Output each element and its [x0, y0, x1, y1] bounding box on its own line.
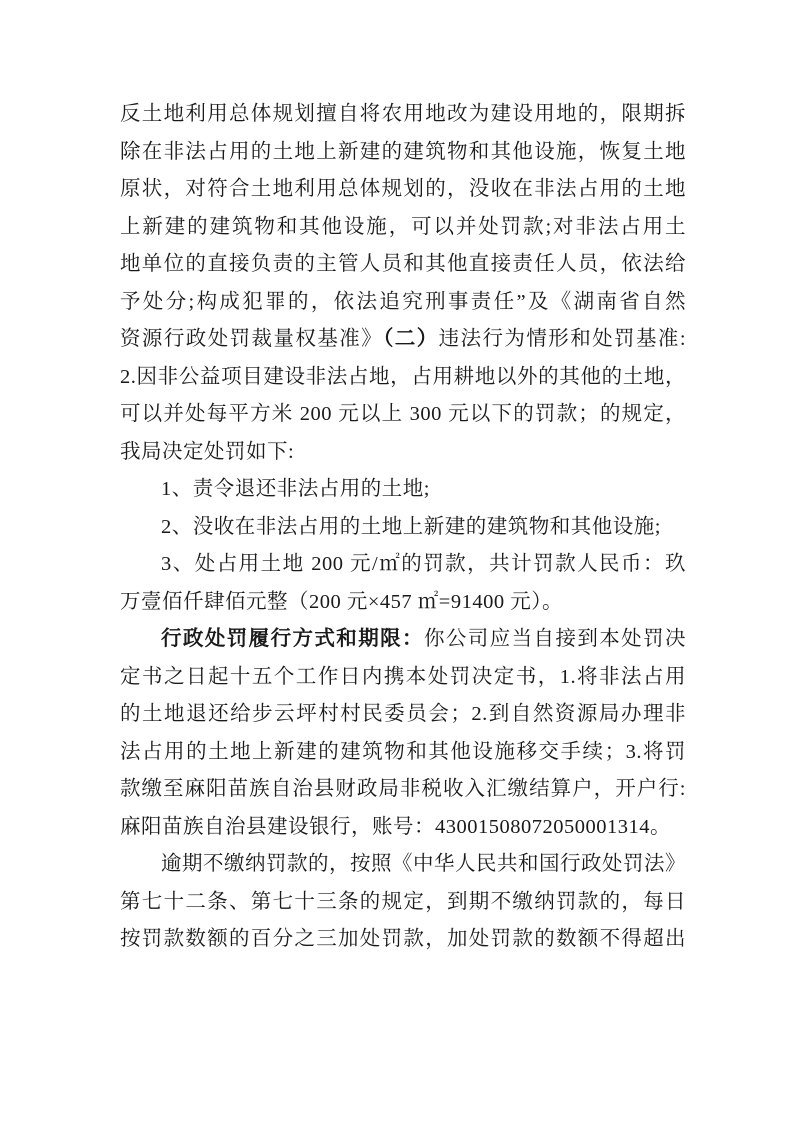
text-run: 逾期不缴纳罚款的，按照《中华人民共和国行政处罚法》: [161, 853, 686, 875]
text-run: 的土地退还给步云坪村村民委员会；2.到自然资源局办理非: [120, 703, 686, 725]
text-line: [120, 659, 686, 697]
text-run: 麻阳苗族自治县建设银行，账号：43001508072050001314。: [120, 815, 671, 838]
text-line: [120, 846, 686, 884]
text-run: 第七十二条、第七十三条的规定，到期不缴纳罚款的，每日: [120, 890, 686, 913]
text-run: 法占用的土地上新建的建筑物和其他设施移交手续；3.将罚: [120, 740, 686, 763]
text-run: 3、处占用土地 200 元/㎡的罚款，共计罚款人民币：玖: [161, 553, 686, 575]
text-run: 原状，对符合土地利用总体规划的，没收在非法占用的土地: [120, 178, 686, 200]
text-line: [120, 921, 686, 959]
text-run: 违法行为情形和处罚基准:: [438, 328, 687, 350]
text-line: [120, 359, 686, 397]
text-run: 2.因非公益项目建设非法占地，占用耕地以外的其他的土地，: [120, 365, 686, 388]
text-line: [120, 434, 686, 472]
text-line: [120, 171, 686, 209]
text-line: [120, 209, 686, 247]
text-run: 款缴至麻阳苗族自治县财政局非税收入汇缴结算户，开户行:: [120, 778, 686, 800]
text-run: 2、没收在非法占用的土地上新建的建筑物和其他设施;: [161, 515, 661, 538]
text-run: 上新建的建筑物和其他设施，可以并处罚款;对非法占用土: [120, 215, 686, 238]
text-line: [120, 134, 686, 172]
text-line: [120, 96, 686, 134]
text-run: 可以并处每平方米 200 元以上 300 元以下的罚款；的规定，: [120, 403, 686, 425]
text-run: 资源行政处罚裁量权基准》: [120, 328, 384, 350]
text-line: [120, 621, 686, 659]
text-run: 予处分;构成犯罪的，依法追究刑事责任”及《湖南省自然: [120, 290, 686, 313]
text-run: 除在非法占用的土地上新建的建筑物和其他设施，恢复土地: [120, 140, 686, 163]
text-line: [120, 584, 686, 622]
text-line: [120, 284, 686, 322]
bold-text-run: 行政处罚履行方式和期限：: [161, 628, 424, 650]
text-run: 1、责令退还非法占用的土地;: [161, 478, 430, 500]
text-run: 你公司应当自接到本处罚决: [423, 628, 687, 650]
text-line: [120, 321, 686, 359]
text-run: 地单位的直接负责的主管人员和其他直接责任人员，依法给: [120, 253, 686, 275]
text-line: [120, 884, 686, 922]
text-line: [120, 734, 686, 772]
text-line: [120, 396, 686, 434]
text-run: 按罚款数额的百分之三加处罚款，加处罚款的数额不得超出: [120, 928, 686, 950]
text-line: [120, 509, 686, 547]
bold-text-run: （二）: [383, 328, 439, 350]
text-run: 我局决定处罚如下:: [120, 440, 295, 463]
text-run: 万壹佰仟肆佰元整（200 元×457 ㎡=91400 元）。: [120, 590, 563, 613]
text-run: 反土地利用总体规划擅自将农用地改为建设用地的，限期拆: [120, 103, 686, 125]
text-line: [120, 771, 686, 809]
text-line: [120, 696, 686, 734]
text-line: [120, 246, 686, 284]
text-line: [120, 809, 686, 847]
text-line: [120, 471, 686, 509]
text-run: 定书之日起十五个工作日内携本处罚决定书，1.将非法占用: [120, 665, 686, 688]
text-line: [120, 546, 686, 584]
document-body: [120, 96, 686, 959]
